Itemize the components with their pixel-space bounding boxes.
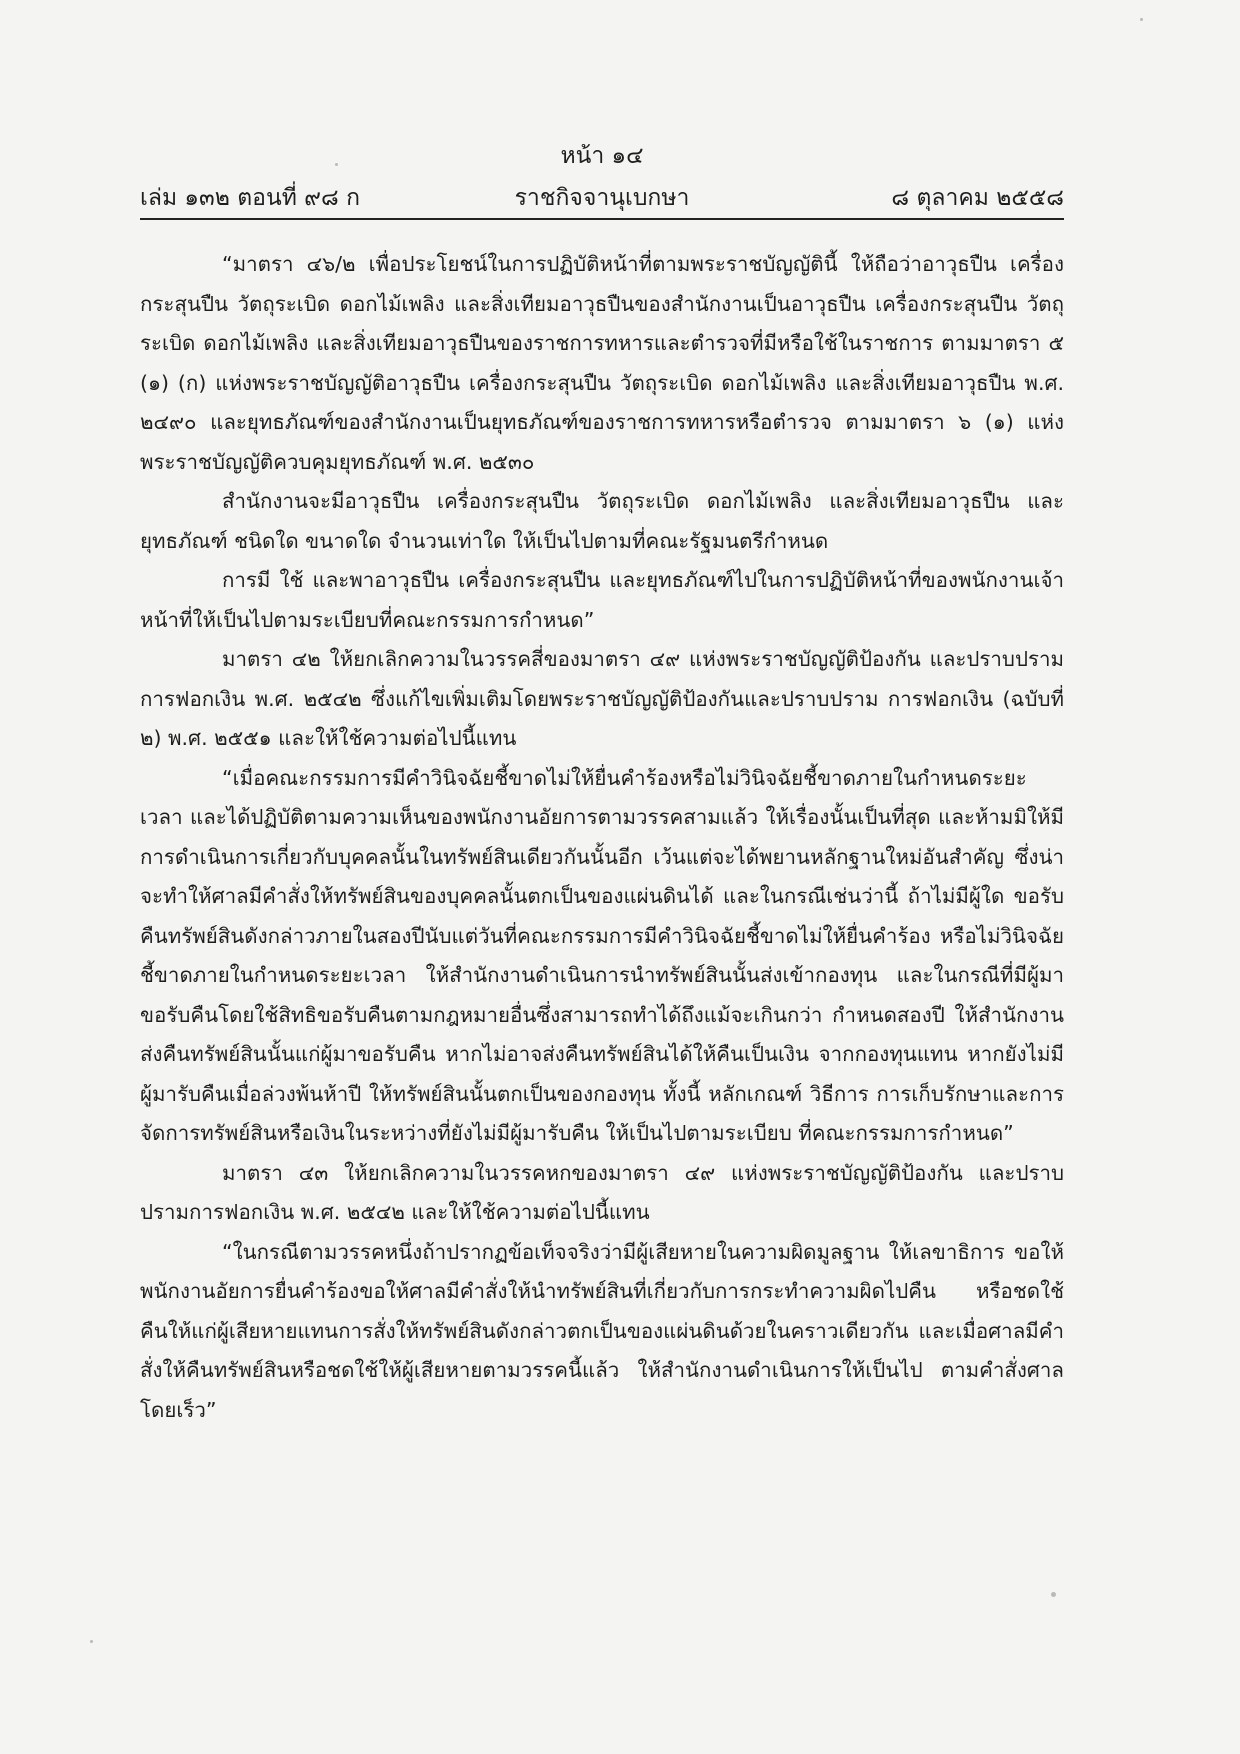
paragraph-weapons-carry: การมี ใช้ และพาอาวุธปืน เครื่องกระสุนปืน และยุทธภัณฑ์ไปในการปฏิบัติหน้าที่ของพนักงานเจ้าหน้าที่ให้เป็นไปตามระเบียบที่คณะกรรมการกำหนด” (140, 568, 1064, 632)
volume-issue: เล่ม ๑๓๒ ตอนที่ ๙๘ ก (140, 185, 360, 211)
paragraph-section-43: มาตรา ๔๓ ให้ยกเลิกความในวรรคหกของมาตรา ๔๙ แห่งพระราชบัญญัติป้องกัน และปราบปรามการฟอกเงิน พ.ศ. ๒๕๔๒ และให้ใช้ความต่อไปนี้แทน (140, 1160, 1064, 1224)
paragraph-section-43-text: “ในกรณีตามวรรคหนึ่งถ้าปรากฏข้อเท็จจริงว่ามีผู้เสียหายในความผิดมูลฐาน ให้เลขาธิการ ขอให้พนักงานอัยการยื่นคำร้องขอให้ศาลมีคำสั่งให้นำทรัพย์สินที่เกี่ยวกับการกระทำความผิดไปคืน หรือชดใช้คืนให้แก่ผู้เสียหายแทนการสั่งให้ทรัพย์สินดังกล่าวตกเป็นของแผ่นดินด้วยในคราวเดียวกัน และเมื่อศาลมีคำสั่งให้คืนทรัพย์สินหรือชดใช้ให้ผู้เสียหายตามวรรคนี้แล้ว ให้สำนักงานดำเนินการให้เป็นไป ตามคำสั่งศาลโดยเร็ว” (140, 1239, 1064, 1422)
scan-speck (335, 163, 338, 166)
paragraph-section-42: มาตรา ๔๒ ให้ยกเลิกความในวรรคสี่ของมาตรา ๔๙ แห่งพระราชบัญญัติป้องกัน และปราบปรามการฟอกเงิน พ.ศ. ๒๕๔๒ ซึ่งแก้ไขเพิ่มเติมโดยพระราชบัญญัติป้องกันและปราบปราม การฟอกเงิน (ฉบับที่ ๒) พ.ศ. ๒๕๕๑ และให้ใช้ความต่อไปนี้แทน (140, 647, 1064, 750)
scan-speck (1051, 1592, 1056, 1597)
paragraph-section-42-text: “เมื่อคณะกรรมการมีคำวินิจฉัยชี้ขาดไม่ให้ยื่นคำร้องหรือไม่วินิจฉัยชี้ขาดภายในกำหนดระยะเวลา และได้ปฏิบัติตามความเห็นของพนักงานอัยการตามวรรคสามแล้ว ให้เรื่องนั้นเป็นที่สุด และห้ามมิให้มี การดำเนินการเกี่ยวกับบุคคลนั้นในทรัพย์สินเดียวกันนั้นอีก เว้นแต่จะได้พยานหลักฐานใหม่อันสำคัญ ซึ่งน่าจะทำให้ศาลมีคำสั่งให้ทรัพย์สินของบุคคลนั้นตกเป็นของแผ่นดินได้ และในกรณีเช่นว่านี้ ถ้าไม่มีผู้ใด ขอรับคืนทรัพย์สินดังกล่าวภายในสองปีนับแต่วันที่คณะกรรมการมีคำวินิจฉัยชี้ขาดไม่ให้ยื่นคำร้อง หรือไม่วินิจฉัยชี้ขาดภายในกำหนดระยะเวลา ให้สำนักงานดำเนินการนำทรัพย์สินนั้นส่งเข้ากองทุน และในกรณีที่มีผู้มาขอรับคืนโดยใช้สิทธิขอรับคืนตามกฎหมายอื่นซึ่งสามารถทำได้ถึงแม้จะเกินกว่า กำหนดสองปี ให้สำนักงานส่งคืนทรัพย์สินนั้นแก่ผู้มาขอรับคืน หากไม่อาจส่งคืนทรัพย์สินได้ให้คืนเป็นเงิน จากกองทุนแทน หากยังไม่มีผู้มารับคืนเมื่อล่วงพ้นห้าปี ให้ทรัพย์สินนั้นตกเป็นของกองทุน ทั้งนี้ หลักเกณฑ์ วิธีการ การเก็บรักษาและการจัดการทรัพย์สินหรือเงินในระหว่างที่ยังไม่มีผู้มารับคืน ให้เป็นไปตามระเบียบ ที่คณะกรรมการกำหนด” (140, 765, 1064, 1145)
page-header (140, 140, 1064, 220)
page-number: หน้า ๑๔ (560, 143, 644, 169)
paragraph-weapons-quantity: สำนักงานจะมีอาวุธปืน เครื่องกระสุนปืน วัตถุระเบิด ดอกไม้เพลิง และสิ่งเทียมอาวุธปืน และยุทธภัณฑ์ ชนิดใด ขนาดใด จำนวนเท่าใด ให้เป็นไปตามที่คณะรัฐมนตรีกำหนด (140, 489, 1064, 553)
header-meta-row (140, 182, 1064, 214)
publication-name: ราชกิจจานุเบกษา (514, 185, 690, 211)
scan-speck (1140, 18, 1143, 21)
paragraph-section-46-2: “มาตรา ๔๖/๒ เพื่อประโยชน์ในการปฏิบัติหน้าที่ตามพระราชบัญญัตินี้ ให้ถือว่าอาวุธปืน เครื่องกระสุนปืน วัตถุระเบิด ดอกไม้เพลิง และสิ่งเทียมอาวุธปืนของสำนักงานเป็นอาวุธปืน เครื่องกระสุนปืน วัตถุระเบิด ดอกไม้เพลิง และสิ่งเทียมอาวุธปืนของราชการทหารและตำรวจที่มีหรือใช้ในราชการ ตามมาตรา ๕ (๑) (ก) แห่งพระราชบัญญัติอาวุธปืน เครื่องกระสุนปืน วัตถุระเบิด ดอกไม้เพลิง และสิ่งเทียมอาวุธปืน พ.ศ. ๒๔๙๐ และยุทธภัณฑ์ของสำนักงานเป็นยุทธภัณฑ์ของราชการทหารหรือตำรวจ ตามมาตรา ๖ (๑) แห่งพระราชบัญญัติควบคุมยุทธภัณฑ์ พ.ศ. ๒๕๓๐ (140, 252, 1064, 474)
publication-date: ๘ ตุลาคม ๒๕๕๘ (891, 185, 1064, 211)
document-body (140, 245, 1064, 1430)
scan-speck (90, 1640, 93, 1643)
header-divider (140, 218, 1064, 220)
